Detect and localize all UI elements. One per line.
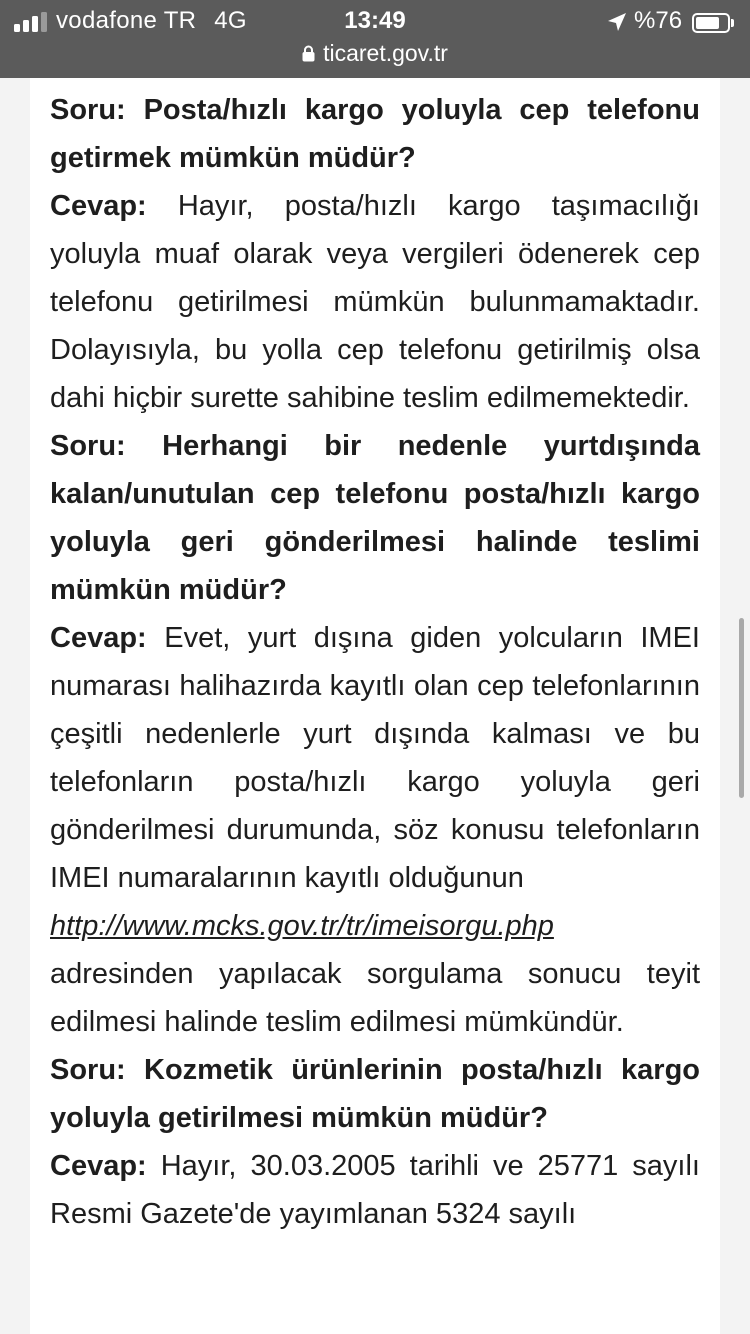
answer-text: Evet, yurt dışına giden yolcuların IMEI numarası halihazırda kayıtlı olan cep telefonlarının çeşitli nedenlerle yurt dışında kalması ve bu telefonların posta/hızlı kargo yoluyla geri gönderilmesi durumunda, söz konusu telefonların IMEI numaralarının kayıtlı olduğunun bbox=[50, 622, 700, 894]
question-text: Herhangi bir nedenle yurtdışında kalan/unutulan cep telefonu posta/hızlı kargo yoluyla geri gönderilmesi halinde teslimi mümkün müdür? bbox=[50, 430, 700, 606]
answer-continuation bbox=[50, 950, 700, 1046]
battery-icon bbox=[692, 13, 732, 31]
answer-text: Hayır, posta/hızlı kargo taşımacılığı yoluyla muaf olarak veya vergileri ödenerek cep telefonu getirilmesi mümkün bulunmamaktadır. Dolayısıyla, bu yolla cep telefonu getirilmiş olsa dahi hiçbir surette sahibine teslim edilmemektedir. bbox=[50, 190, 700, 414]
question bbox=[50, 422, 700, 614]
question-label: Soru: bbox=[50, 94, 126, 126]
answer-label: Cevap: bbox=[50, 190, 147, 222]
question-label: Soru: bbox=[50, 430, 126, 462]
lock-icon bbox=[302, 45, 315, 62]
status-bar bbox=[0, 0, 750, 78]
question bbox=[50, 1046, 700, 1142]
answer bbox=[50, 614, 700, 902]
faq-content bbox=[50, 86, 700, 1238]
question-label: Soru: bbox=[50, 1054, 126, 1086]
article-body bbox=[30, 78, 720, 1334]
question-text: Kozmetik ürünlerinin posta/hızlı kargo yoluyla getirilmesi mümkün müdür? bbox=[50, 1054, 700, 1134]
carrier-name: vodafone TR bbox=[56, 7, 197, 34]
network-type: 4G bbox=[214, 7, 247, 34]
battery-percentage: %76 bbox=[634, 7, 683, 34]
address-bar[interactable] bbox=[0, 38, 750, 68]
answer-label: Cevap: bbox=[50, 1150, 147, 1182]
answer-text: Hayır, 30.03.2005 tarihli ve 25771 sayılı Resmi Gazete'de yayımlanan 5324 sayılı bbox=[50, 1150, 700, 1230]
answer-link-line bbox=[50, 902, 700, 950]
answer bbox=[50, 182, 700, 422]
imei-query-link[interactable]: http://www.mcks.gov.tr/tr/imeisorgu.php bbox=[50, 910, 554, 942]
scrollbar[interactable] bbox=[739, 618, 744, 798]
url-text[interactable]: ticaret.gov.tr bbox=[323, 40, 448, 66]
status-row bbox=[0, 6, 750, 36]
answer-text: adresinden yapılacak sorgulama sonucu teyit edilmesi halinde teslim edilmesi mümkündür. bbox=[50, 958, 700, 1038]
web-page[interactable] bbox=[0, 78, 750, 1334]
location-arrow-icon bbox=[606, 11, 628, 33]
answer-label: Cevap: bbox=[50, 622, 147, 654]
answer bbox=[50, 1142, 700, 1238]
question bbox=[50, 86, 700, 182]
question-text: Posta/hızlı kargo yoluyla cep telefonu getirmek mümkün müdür? bbox=[50, 94, 700, 174]
clock: 13:49 bbox=[344, 7, 406, 34]
